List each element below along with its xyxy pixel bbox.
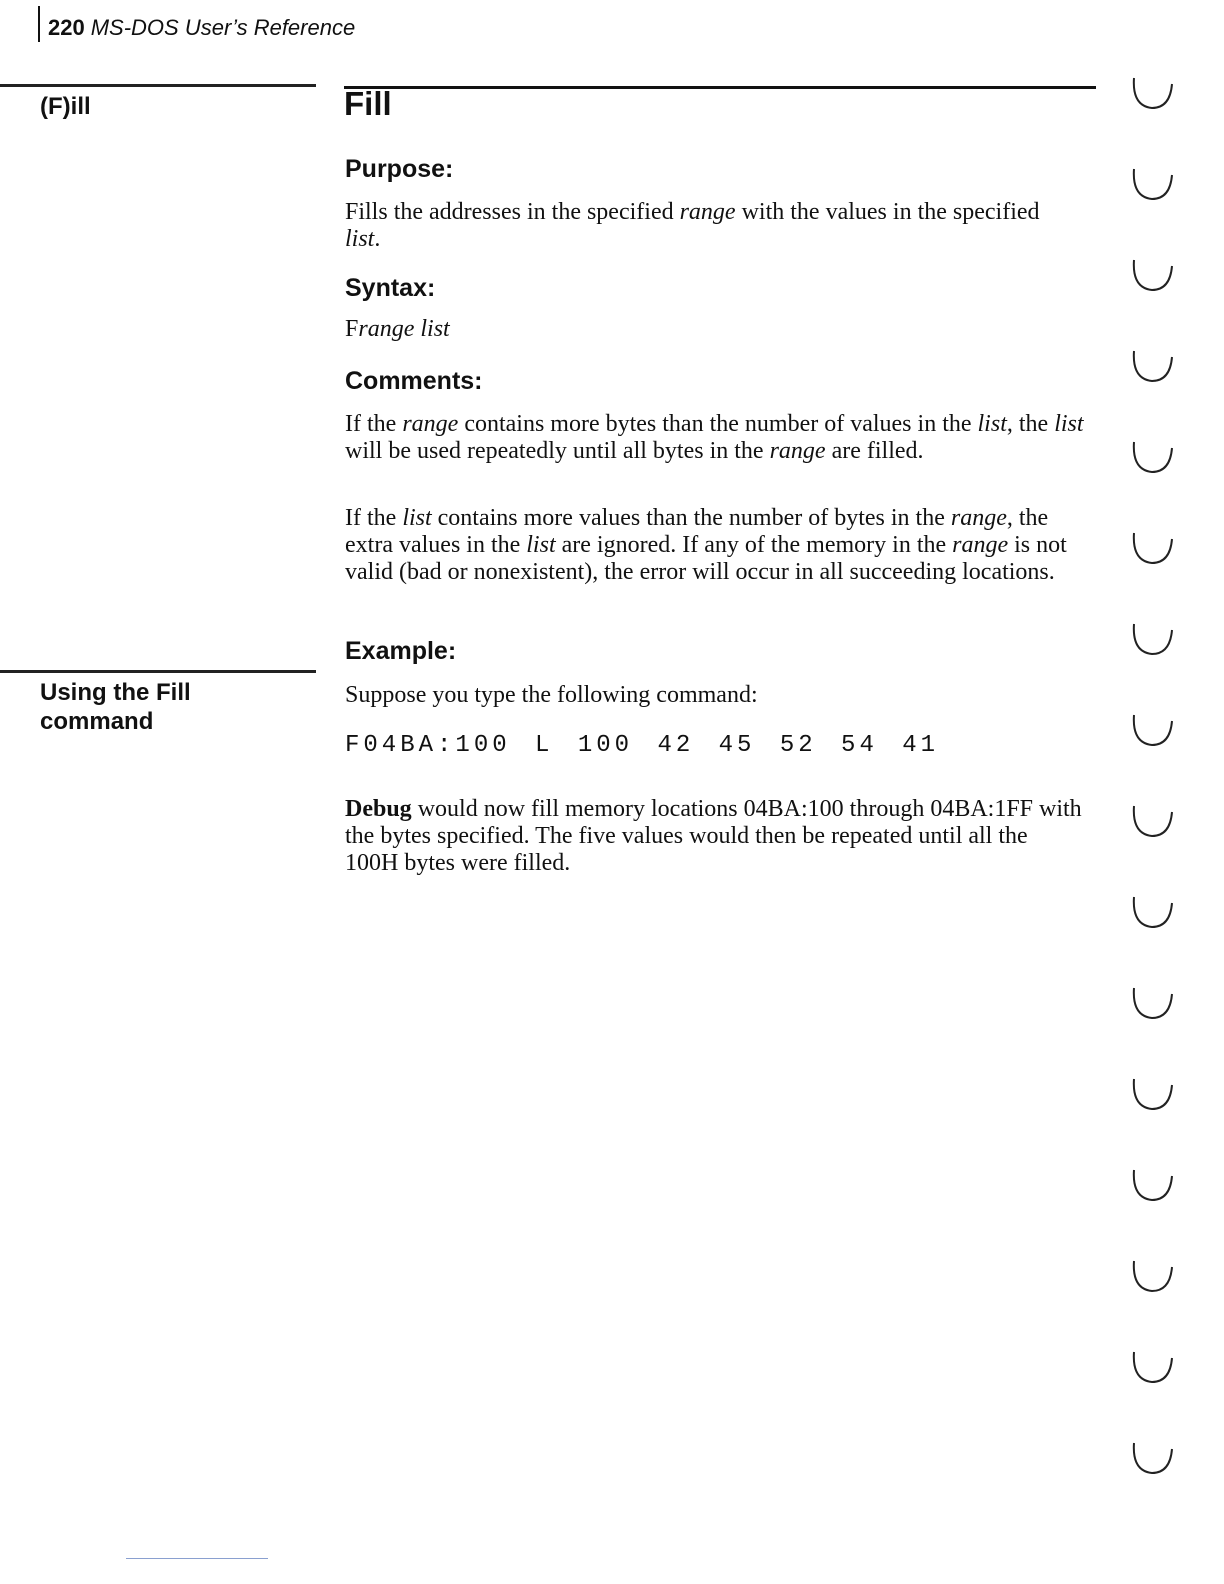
purpose-paragraph: Fills the addresses in the specified range with the values in the specified list.: [345, 199, 1040, 252]
example-heading: Example:: [345, 637, 457, 665]
syntax-heading: Syntax:: [345, 274, 436, 302]
example-intro: Suppose you type the following command:: [345, 682, 758, 708]
binder-hole-icon: [1134, 1170, 1172, 1200]
comments-paragraph-1: If the range contains more bytes than the number of values in the list, the list will be used repeatedly until all bytes in the range are filled.: [345, 411, 1084, 464]
page-title: Fill: [344, 85, 392, 122]
binder-hole-icon: [1134, 260, 1172, 290]
sidebar-command-label: (F)ill: [40, 93, 91, 120]
binder-hole-icon: [1134, 1443, 1172, 1473]
binder-hole-icon: [1134, 1352, 1172, 1382]
binder-hole-icon: [1134, 624, 1172, 654]
purpose-heading: Purpose:: [345, 155, 454, 183]
book-title: MS-DOS User’s Reference: [90, 15, 356, 40]
title-rule: [344, 86, 1096, 89]
example-result: Debug would now fill memory locations 04BA:100 through 04BA:1FF with the bytes specified. The five values would then be repeated until all the 100H bytes were filled.: [345, 796, 1082, 876]
sidebar-section-label: Using the Fill command: [40, 679, 191, 735]
comments-paragraph-2: If the list contains more values than the number of bytes in the range, the extra values in the list are ignored. If any of the memory in the range is not valid (bad or nonexistent), the error will occur in all succeeding locations.: [345, 505, 1067, 585]
binder-hole-icon: [1134, 78, 1172, 108]
comments-heading: Comments:: [345, 367, 483, 395]
binder-hole-icon: [1134, 442, 1172, 472]
sidebar-rule-section: [0, 670, 316, 673]
example-command: F04BA:100 L 100 42 45 52 54 41: [345, 732, 940, 759]
binder-hole-icon: [1134, 1261, 1172, 1291]
binder-hole-icon: [1134, 533, 1172, 563]
binder-hole-icon: [1134, 806, 1172, 836]
page-number: 220: [48, 15, 85, 40]
binder-hole-marks: [1126, 70, 1186, 1510]
binder-hole-icon: [1134, 988, 1172, 1018]
footer-rule: [126, 1558, 268, 1559]
binder-hole-icon: [1134, 715, 1172, 745]
binder-hole-icon: [1134, 351, 1172, 381]
binder-hole-icon: [1134, 169, 1172, 199]
syntax-line: Frange list: [345, 316, 450, 342]
running-header: [38, 6, 355, 42]
binder-hole-icon: [1134, 897, 1172, 927]
binder-hole-icon: [1134, 1079, 1172, 1109]
sidebar-rule-top: [0, 84, 316, 87]
